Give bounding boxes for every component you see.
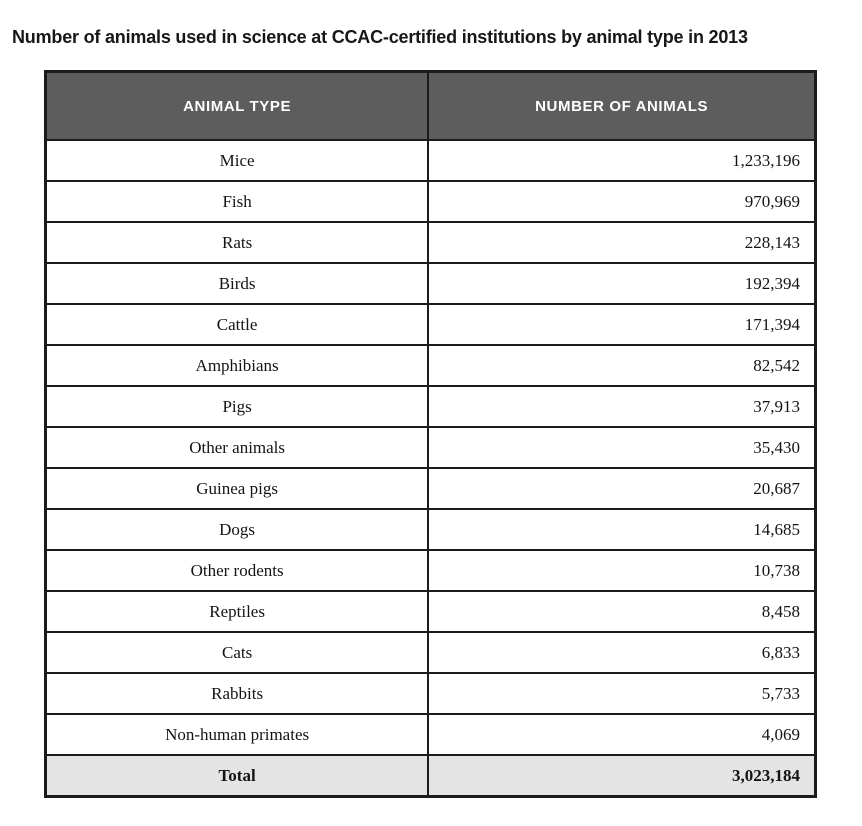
animal-type-cell: Rats (46, 222, 429, 263)
header-number-of-animals: NUMBER OF ANIMALS (428, 72, 815, 141)
table-row (46, 304, 816, 345)
animal-count-cell: 6,833 (428, 632, 815, 673)
table-row (46, 427, 816, 468)
animal-type-cell: Amphibians (46, 345, 429, 386)
animal-count-cell: 10,738 (428, 550, 815, 591)
table-row (46, 468, 816, 509)
animal-count-cell: 82,542 (428, 345, 815, 386)
table-row (46, 222, 816, 263)
animal-count-cell: 5,733 (428, 673, 815, 714)
animal-type-cell: Birds (46, 263, 429, 304)
table-row (46, 263, 816, 304)
table-row (46, 345, 816, 386)
table-row (46, 509, 816, 550)
total-row (46, 755, 816, 797)
animal-type-cell: Non-human primates (46, 714, 429, 755)
animal-count-cell: 171,394 (428, 304, 815, 345)
animal-count-cell: 35,430 (428, 427, 815, 468)
animal-type-cell: Rabbits (46, 673, 429, 714)
animal-type-cell: Cattle (46, 304, 429, 345)
animal-type-cell: Other animals (46, 427, 429, 468)
total-label-cell: Total (46, 755, 429, 797)
table-row (46, 181, 816, 222)
animal-count-cell: 4,069 (428, 714, 815, 755)
animal-type-cell: Mice (46, 140, 429, 181)
animal-count-cell: 1,233,196 (428, 140, 815, 181)
header-animal-type: ANIMAL TYPE (46, 72, 429, 141)
total-count-cell: 3,023,184 (428, 755, 815, 797)
animal-type-cell: Dogs (46, 509, 429, 550)
table-row (46, 140, 816, 181)
animal-count-cell: 14,685 (428, 509, 815, 550)
table-row (46, 591, 816, 632)
animal-count-cell: 8,458 (428, 591, 815, 632)
page-title: Number of animals used in science at CCAC-certified institutions by animal type in 2013 (12, 27, 748, 47)
table-row (46, 386, 816, 427)
table-row (46, 632, 816, 673)
animal-type-cell: Pigs (46, 386, 429, 427)
animal-count-cell: 192,394 (428, 263, 815, 304)
animal-count-cell: 228,143 (428, 222, 815, 263)
animal-type-cell: Cats (46, 632, 429, 673)
table-row (46, 550, 816, 591)
animal-type-cell: Reptiles (46, 591, 429, 632)
animal-count-cell: 37,913 (428, 386, 815, 427)
animal-type-cell: Fish (46, 181, 429, 222)
animal-type-cell: Guinea pigs (46, 468, 429, 509)
animal-type-cell: Other rodents (46, 550, 429, 591)
animal-count-cell: 20,687 (428, 468, 815, 509)
table-row (46, 673, 816, 714)
animal-count-cell: 970,969 (428, 181, 815, 222)
table-body (46, 140, 816, 797)
table-row (46, 714, 816, 755)
animals-table (44, 70, 817, 798)
header-row (46, 72, 816, 141)
